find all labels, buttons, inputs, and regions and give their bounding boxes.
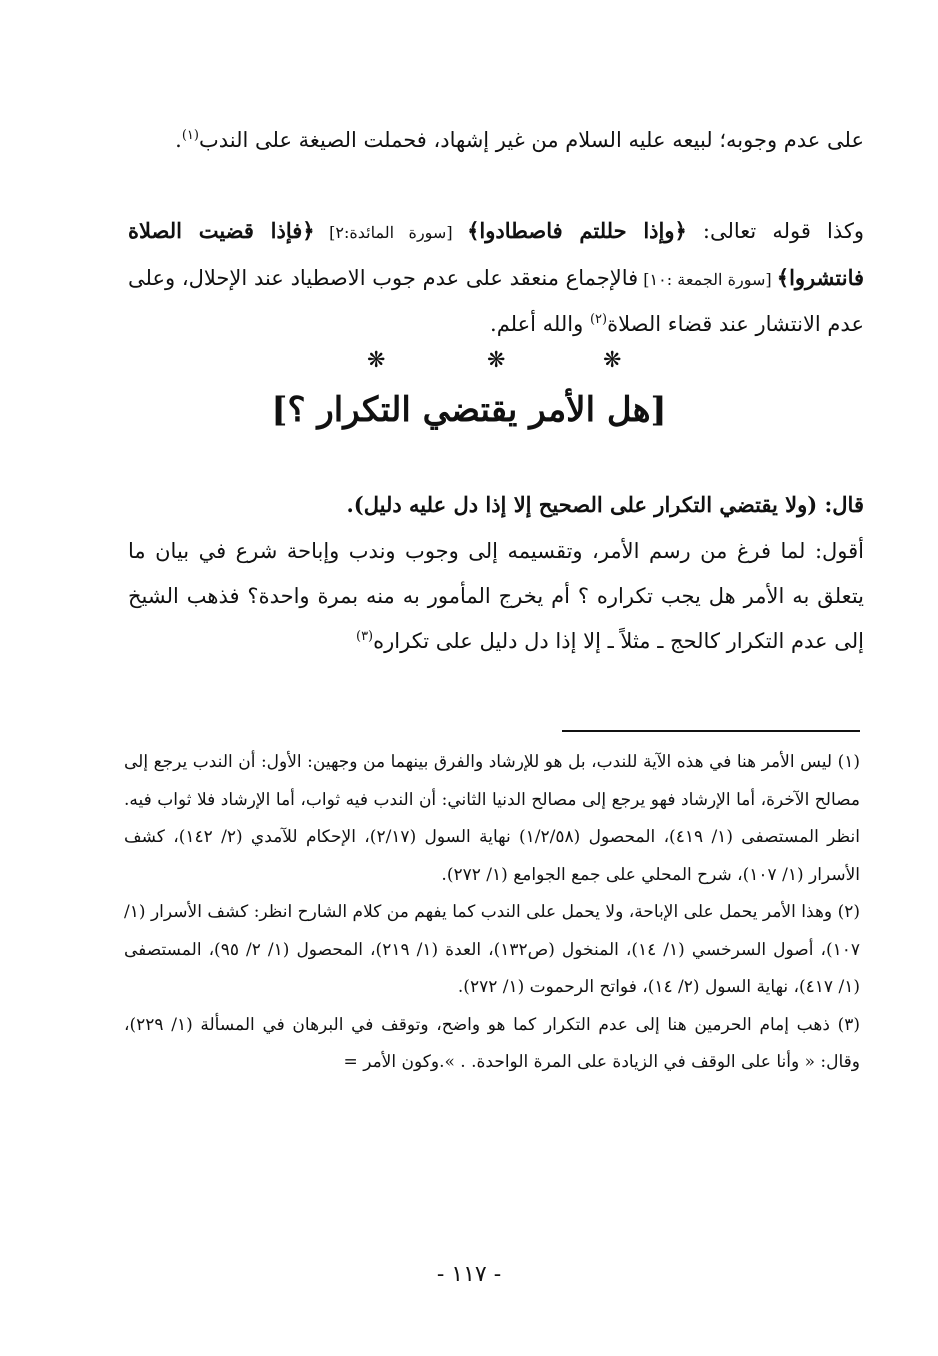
paragraph-4 xyxy=(128,529,864,664)
footnote-divider xyxy=(562,730,860,732)
page-number: - ١١٧ - xyxy=(436,1262,502,1287)
footnote-ref-1[interactable]: (١) xyxy=(181,128,199,143)
section-separator xyxy=(0,348,938,378)
quran-verse-1: ﴿وإذا حللتم فاصطادوا﴾ xyxy=(467,218,687,243)
footnote-3-number: (٣) xyxy=(837,1014,860,1035)
paragraph-2-end: والله أعلم. xyxy=(490,312,590,336)
footnote-ref-2[interactable]: (٢) xyxy=(589,312,608,327)
footnote-3-text: ذهب إمام الحرمين هنا إلى عدم التكرار كما هو واضح، وتوقف في البرهان في المسألة (١/ ٢٢٩)، وقال: « وأنا على الوقف في الزيادة على المرة الواحدة. . ».وكون الأمر = xyxy=(124,1014,860,1072)
footnote-1 xyxy=(124,744,860,894)
star-ornament-icon: ❋ xyxy=(603,348,622,373)
footnote-2-text: وهذا الأمر يحمل على الإباحة، ولا يحمل على الندب كما يفهم من كلام الشارح انظر: كشف الأسرار (١/ ١٠٧)، أصول السرخسي (١/ ١٤)، المنخول (ص١٣٢)، العدة (١/ ٢١٩)، المحصول (١/ ٢/ ٩٥)، المستصفى (١/ ٤١٧)، نهاية السول (٢/ ١٤)، فواتح الرحموت (١/ ٢٧٢). xyxy=(124,902,861,997)
paragraph-1 xyxy=(128,118,864,163)
surah-ref-1: [سورة المائدة:٢] xyxy=(314,223,468,242)
paragraph-4-text: أقول: لما فرغ من رسم الأمر، وتقسيمه إلى وجوب وندب وإباحة شرع في بيان ما يتعلق به الأمر هل يجب تكراره ؟ أم يخرج المأمور به منه بمرة واحدة؟ فذهب الشيخ إلى عدم التكرار كالحج ـ مثلاً ـ إلا إذا دل دليل على تكراره xyxy=(128,539,864,653)
paragraph-2 xyxy=(128,208,864,347)
paragraph-3-text: قال: (ولا يقتضي التكرار على الصحيح إلا إذا دل عليه دليل). xyxy=(346,492,864,517)
footnote-2 xyxy=(124,894,860,1007)
paragraph-1-end: . xyxy=(175,128,182,152)
footnote-ref-3[interactable]: (٣) xyxy=(355,629,374,644)
paragraph-1-text: على عدم وجوبه؛ لبيعه عليه السلام من غير إشهاد، فحملت الصيغة على الندب xyxy=(198,128,864,152)
quran-verse-2: ﴿فإذا قضيت الصلاة فانتشروا﴾ xyxy=(128,218,865,290)
surah-ref-2: [سورة الجمعة :١٠] xyxy=(638,270,777,289)
star-ornament-icon: ❋ xyxy=(487,348,506,373)
paragraph-2-intro: وكذا قوله تعالى: xyxy=(686,219,865,243)
paragraph-3-quote xyxy=(128,482,864,527)
footnote-1-text: ليس الأمر هنا في هذه الآية للندب، بل هو للإرشاد والفرق بينهما من وجهين: الأول: أن الندب يرجع إلى مصالح الآخرة، أما الإرشاد فهو يرجع إلى مصالح الدنيا الثاني: أن الندب فيه ثواب، أما الإرشاد فلا ثواب فيه. انظر المستصفى (١/ ٤١٩)، المحصول (١/٢/٥٨) نهاية السول (٢/١٧)، الإحكام للآمدي (٢/ ١٤٢)، كشف الأسرار (١/ ١٠٧)، شرح المحلي على جمع الجوامع (١/ ٢٧٢). xyxy=(124,752,860,885)
footnote-3 xyxy=(124,1007,860,1082)
footnotes-section xyxy=(124,744,860,1082)
footnote-1-number: (١) xyxy=(837,752,860,772)
section-heading: [هل الأمر يقتضي التكرار ؟] xyxy=(271,390,667,430)
footnote-2-number: (٢) xyxy=(837,902,860,922)
star-ornament-icon: ❋ xyxy=(367,348,386,373)
paragraph-2-text: فالإجماع منعقد على عدم جوب الاصطياد عند الإحلال، وعلى عدم الانتشار عند قضاء الصلاة xyxy=(128,266,864,336)
